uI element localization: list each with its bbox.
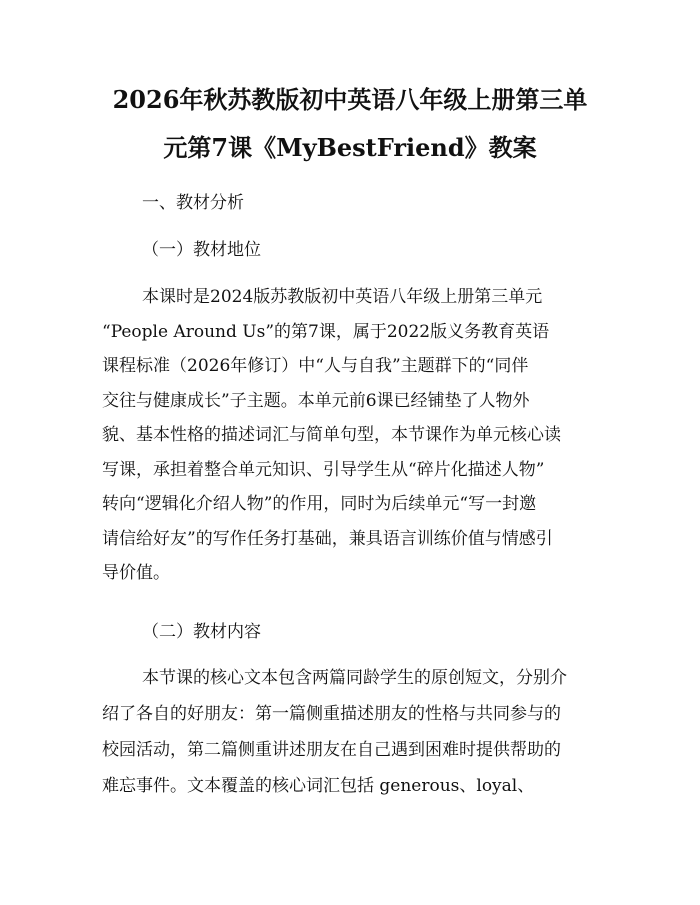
paragraph-line: 本节课的核心文本包含两篇同龄学生的原创短文，分别介: [142, 668, 567, 688]
document-title-line-2: 元第7课《MyBestFriend》教案: [163, 133, 537, 162]
paragraph-line: “People Around Us”的第7课，属于2022版义务教育英语: [102, 321, 550, 342]
paragraph-line: 校园活动，第二篇侧重讲述朋友在自己遇到困难时提供帮助的: [102, 740, 561, 760]
subsection-heading-textbook-content: （二）教材内容: [142, 622, 261, 642]
paragraph-line: 貌、基本性格的描述词汇与简单句型，本节课作为单元核心读: [102, 425, 561, 445]
paragraph-line: 本课时是2024版苏教版初中英语八年级上册第三单元: [142, 287, 543, 307]
paragraph-line: 请信给好友”的写作任务打基础，兼具语言训练价值与情感引: [102, 528, 553, 549]
document-title-line-1: 2026年秋苏教版初中英语八年级上册第三单: [112, 85, 588, 114]
paragraph-line: 绍了各自的好朋友：第一篇侧重描述朋友的性格与共同参与的: [102, 704, 561, 724]
paragraph-line: 课程标准（2026年修订）中“人与自我”主题群下的“同伴: [102, 356, 529, 376]
paragraph-line: 难忘事件。文本覆盖的核心词汇包括 generous、loyal、: [102, 776, 535, 796]
paragraph-line: 写课，承担着整合单元知识、引导学生从“碎片化描述人物”: [102, 459, 545, 480]
subsection-heading-textbook-position: （一）教材地位: [142, 240, 261, 260]
paragraph-line: 转向“逻辑化介绍人物”的作用，同时为后续单元“写一封邀: [102, 494, 537, 514]
section-heading-textbook-analysis: 一、教材分析: [142, 193, 244, 213]
paragraph-line: 交往与健康成长”子主题。本单元前6课已经铺垫了人物外: [102, 390, 530, 411]
paragraph-line: 导价值。: [102, 563, 170, 583]
